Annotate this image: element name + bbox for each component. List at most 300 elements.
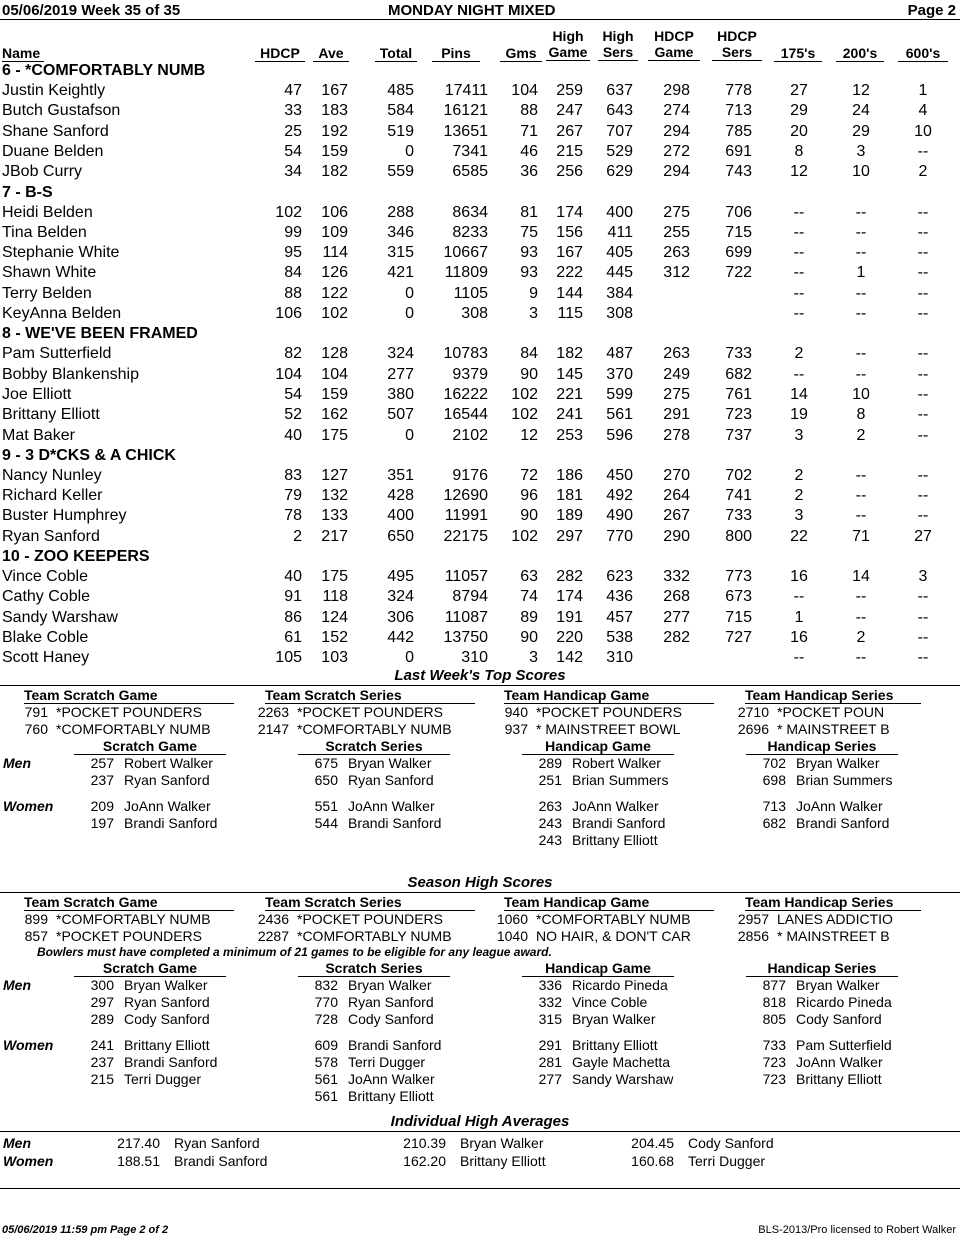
score-value: 237 <box>90 772 114 788</box>
team-score-heading: Team Scratch Game <box>24 687 234 704</box>
stat-cell: 741 <box>725 487 752 505</box>
stat-cell: 405 <box>606 244 633 262</box>
team-score-heading: Team Scratch Series <box>265 687 475 704</box>
stat-cell: -- <box>917 487 929 505</box>
bowler-name: Brandi Sanford <box>572 815 666 831</box>
stat-cell: 36 <box>520 163 538 181</box>
stat-cell: 599 <box>606 385 633 403</box>
stat-cell: 102 <box>321 305 348 322</box>
stat-cell: -- <box>917 264 929 282</box>
bowler-name: Bryan Walker <box>348 755 432 771</box>
stat-cell: 519 <box>387 122 414 140</box>
stat-cell: 145 <box>556 365 583 383</box>
stat-cell: 19 <box>790 406 808 424</box>
stat-cell: 629 <box>606 163 633 181</box>
stat-cell: 104 <box>511 82 538 99</box>
bowler-name: Brandi Sanford <box>348 815 442 831</box>
stat-cell: 86 <box>284 608 302 626</box>
stat-cell: 174 <box>556 588 583 606</box>
stat-cell: -- <box>917 466 929 484</box>
bowler-name: Ryan Sanford <box>124 772 210 788</box>
bowler-name: Sandy Warshaw <box>572 1071 674 1087</box>
stat-cell: 192 <box>321 122 348 140</box>
stat-cell: 507 <box>387 406 414 424</box>
table-row <box>0 427 960 447</box>
score-value: 698 <box>762 772 786 788</box>
stat-cell: -- <box>855 203 867 221</box>
report-title: MONDAY NIGHT MIXED <box>388 2 556 19</box>
individual-score-heading: Scratch Game <box>74 960 226 977</box>
table-row <box>0 366 960 386</box>
stat-cell: 103 <box>321 649 348 667</box>
stat-cell: 118 <box>322 588 348 606</box>
individual-score-heading: Handicap Series <box>746 738 898 755</box>
stat-cell: -- <box>793 223 805 241</box>
stat-cell: -- <box>855 608 867 626</box>
column-header: 600's <box>898 45 948 62</box>
stat-cell: -- <box>917 223 929 241</box>
stat-cell: 282 <box>663 628 690 646</box>
stat-cell: 106 <box>275 305 302 322</box>
individual-score-heading: Handicap Series <box>746 960 898 977</box>
stat-cell: 29 <box>852 122 870 140</box>
bowler-name: Vince Coble <box>2 568 88 585</box>
stat-cell: 264 <box>663 487 690 505</box>
team-score-name: *POCKET POUNDERS <box>56 704 202 720</box>
stat-cell: 122 <box>321 284 348 302</box>
score-value: 237 <box>90 1054 114 1070</box>
stat-cell: 22 <box>790 527 808 545</box>
stat-cell: 17411 <box>444 82 488 99</box>
bowler-name: Tina Belden <box>2 223 87 241</box>
stat-cell: 733 <box>725 507 752 525</box>
bowler-name: Ricardo Pineda <box>572 977 668 993</box>
stat-cell: -- <box>793 244 805 262</box>
stat-cell: 102 <box>511 527 538 545</box>
bowler-name: Brandi Sanford <box>174 1153 268 1169</box>
bowler-name: Vince Coble <box>572 994 648 1010</box>
stat-cell: 79 <box>284 487 302 505</box>
stat-cell: 114 <box>322 244 348 262</box>
average-value: 188.51 <box>117 1153 160 1169</box>
stat-cell: 241 <box>556 406 583 424</box>
bowler-name: Bryan Walker <box>460 1135 544 1151</box>
stat-cell: 274 <box>663 102 690 120</box>
score-value: 723 <box>762 1054 786 1070</box>
stat-cell: 16222 <box>443 385 488 403</box>
score-value: 770 <box>314 994 338 1010</box>
stat-cell: 9379 <box>452 365 488 383</box>
bowler-name: Ryan Sanford <box>124 994 210 1010</box>
team-score-name: LANES ADDICTIO <box>777 911 893 927</box>
table-row <box>0 487 960 507</box>
stat-cell: 102 <box>511 385 538 403</box>
bowler-name: Cody Sanford <box>688 1135 774 1151</box>
stat-cell: 485 <box>387 82 414 99</box>
stat-cell: 24 <box>852 102 870 120</box>
stat-cell: 737 <box>725 426 752 444</box>
stat-cell: 183 <box>321 102 348 120</box>
stat-cell: -- <box>855 649 867 667</box>
stat-cell: 13651 <box>443 122 488 140</box>
team-score-value: 899 <box>24 911 48 927</box>
stat-cell: 442 <box>387 628 414 646</box>
stat-cell: -- <box>793 365 805 383</box>
bowler-name: Sandy Warshaw <box>2 608 118 626</box>
bowler-name: Ryan Sanford <box>2 527 100 545</box>
team-score-value: 1040 <box>496 928 528 944</box>
score-value: 209 <box>90 798 114 814</box>
stat-cell: 538 <box>606 628 633 646</box>
stat-cell: 71 <box>520 122 538 140</box>
stat-cell: 294 <box>663 163 690 181</box>
team-score-value: 1060 <box>496 911 528 927</box>
team-score-name: NO HAIR, & DON'T CAR <box>536 928 691 944</box>
bowler-name: Bryan Walker <box>572 1011 656 1027</box>
stat-cell: 682 <box>725 365 752 383</box>
stat-cell: 93 <box>520 264 538 282</box>
stat-cell: 175 <box>321 426 348 444</box>
table-row <box>0 568 960 588</box>
team-score-name: * MAINSTREET BOWL <box>536 721 681 737</box>
score-value: 277 <box>538 1071 562 1087</box>
bowler-name: Brian Summers <box>572 772 669 788</box>
stat-cell: 324 <box>387 345 414 363</box>
bowler-name: Brittany Elliott <box>796 1071 882 1087</box>
table-row <box>0 163 960 183</box>
bowler-name: Robert Walker <box>124 755 213 771</box>
eligibility-note: Bowlers must have completed a minimum of 21 games to be eligible for any league award. <box>37 945 552 959</box>
bowler-name: Buster Humphrey <box>2 507 127 525</box>
team-title: 9 - 3 D*CKS & A CHICK <box>2 446 176 464</box>
team-score-value: 857 <box>24 928 48 944</box>
stat-cell: 189 <box>556 507 583 525</box>
stat-cell: 272 <box>663 142 690 160</box>
stat-cell: 306 <box>387 608 414 626</box>
team-title: 10 - ZOO KEEPERS <box>2 548 150 565</box>
team-score-name: *POCKET POUNDERS <box>297 704 443 720</box>
bowler-name: JoAnn Walker <box>796 798 883 814</box>
stat-cell: 54 <box>284 385 302 403</box>
table-row <box>0 467 960 487</box>
stat-cell: 11087 <box>444 608 488 626</box>
stat-cell: 487 <box>606 345 633 363</box>
score-value: 243 <box>538 832 562 848</box>
column-header: 175's <box>774 45 822 62</box>
stat-cell: 95 <box>284 244 302 262</box>
stat-cell: 159 <box>321 142 348 160</box>
score-value: 289 <box>90 1011 114 1027</box>
stat-cell: 217 <box>321 527 348 545</box>
stat-cell: 707 <box>606 122 633 140</box>
column-header: Pins <box>432 45 480 62</box>
bowler-name: Bobby Blankenship <box>2 365 139 383</box>
score-value: 723 <box>762 1071 786 1087</box>
bowler-name: Pam Sutterfield <box>796 1037 892 1053</box>
stat-cell: 186 <box>556 466 583 484</box>
table-row <box>0 386 960 406</box>
bowler-name: Shawn White <box>2 264 97 282</box>
score-value: 578 <box>314 1054 338 1070</box>
stat-cell: 277 <box>663 608 690 626</box>
stat-cell: 13750 <box>443 628 488 646</box>
bowler-name: Brittany Elliott <box>2 406 100 424</box>
stat-cell: 8 <box>794 142 804 160</box>
stat-cell: 14 <box>852 568 870 585</box>
score-value: 728 <box>314 1011 338 1027</box>
stat-cell: 2 <box>794 345 804 363</box>
stat-cell: 3 <box>918 568 928 585</box>
individual-score-heading: Scratch Series <box>298 738 450 755</box>
stat-cell: 650 <box>387 527 414 545</box>
score-value: 609 <box>314 1037 338 1053</box>
stat-cell: 290 <box>663 527 690 545</box>
team-score-value: 2263 <box>257 704 289 720</box>
stat-cell: 8233 <box>452 223 488 241</box>
stat-cell: 778 <box>725 82 752 99</box>
table-row <box>0 204 960 224</box>
table-row <box>0 345 960 365</box>
score-value: 544 <box>314 815 338 831</box>
stat-cell: -- <box>855 487 867 505</box>
stat-cell: -- <box>917 628 929 646</box>
score-value: 197 <box>90 815 114 831</box>
column-header: HDCP Game <box>648 28 700 61</box>
stat-cell: 332 <box>663 568 690 585</box>
table-row <box>0 123 960 143</box>
stat-cell: 159 <box>321 385 348 403</box>
stat-cell: 10 <box>914 122 932 140</box>
score-value: 336 <box>538 977 562 993</box>
stat-cell: 2 <box>794 466 804 484</box>
bowler-name: Ryan Sanford <box>348 994 434 1010</box>
stat-cell: 104 <box>321 365 348 383</box>
stat-cell: 3 <box>856 142 866 160</box>
score-value: 257 <box>90 755 114 771</box>
stat-cell: 2 <box>856 426 866 444</box>
score-value: 551 <box>314 798 338 814</box>
stat-cell: 16544 <box>443 406 488 424</box>
stat-cell: 0 <box>405 426 414 444</box>
individual-score-heading: Scratch Series <box>298 960 450 977</box>
men-label: Men <box>3 1135 31 1151</box>
stat-cell: 699 <box>725 244 752 262</box>
stat-cell: 0 <box>405 305 414 322</box>
score-value: 243 <box>538 815 562 831</box>
bowler-name: Brian Summers <box>796 772 893 788</box>
stat-cell: -- <box>917 608 929 626</box>
bowler-name: Duane Belden <box>2 142 104 160</box>
women-label: Women <box>3 1153 54 1169</box>
bowler-name: Cody Sanford <box>124 1011 210 1027</box>
stat-cell: 436 <box>606 588 633 606</box>
stat-cell: 90 <box>520 507 538 525</box>
stat-cell: 370 <box>606 365 633 383</box>
stat-cell: 33 <box>284 102 302 120</box>
bowler-name: Brittany Elliott <box>124 1037 210 1053</box>
section-rule <box>0 1131 960 1132</box>
stat-cell: 584 <box>387 102 414 120</box>
stat-cell: 99 <box>284 223 302 241</box>
stat-cell: 29 <box>790 102 808 120</box>
team-score-name: *POCKET POUNDERS <box>56 928 202 944</box>
stat-cell: 12690 <box>443 487 488 505</box>
stat-cell: 221 <box>556 385 583 403</box>
footer-rule <box>0 1188 960 1189</box>
men-label: Men <box>3 977 31 993</box>
stat-cell: 3 <box>529 305 538 322</box>
stat-cell: 11809 <box>444 264 488 282</box>
stat-cell: 1 <box>856 264 866 282</box>
stat-cell: 643 <box>606 102 633 120</box>
stat-cell: 310 <box>461 649 488 667</box>
stat-cell: 723 <box>725 406 752 424</box>
stat-cell: 428 <box>387 487 414 505</box>
stat-cell: -- <box>917 406 929 424</box>
bowler-name: Richard Keller <box>2 487 103 505</box>
stat-cell: 11991 <box>444 507 488 525</box>
stat-cell: 315 <box>387 244 414 262</box>
score-value: 733 <box>762 1037 786 1053</box>
individual-score-heading: Handicap Game <box>522 960 674 977</box>
stat-cell: 90 <box>520 365 538 383</box>
stat-cell: 270 <box>663 466 690 484</box>
stat-cell: 445 <box>606 264 633 282</box>
stat-cell: 1105 <box>453 284 488 302</box>
stat-cell: 25 <box>284 122 302 140</box>
stat-cell: 132 <box>321 487 348 505</box>
stat-cell: 249 <box>663 365 690 383</box>
stat-cell: -- <box>855 588 867 606</box>
stat-cell: 20 <box>790 122 808 140</box>
stat-cell: 596 <box>606 426 633 444</box>
stat-cell: 0 <box>405 142 414 160</box>
stat-cell: -- <box>917 142 929 160</box>
column-header: High Sers <box>598 28 638 61</box>
stat-cell: 84 <box>520 345 538 363</box>
table-row <box>0 224 960 244</box>
stat-cell: 2 <box>794 487 804 505</box>
bowler-name: JBob Curry <box>2 163 83 181</box>
stat-cell: 102 <box>511 406 538 424</box>
stat-cell: -- <box>793 203 805 221</box>
stat-cell: 294 <box>663 122 690 140</box>
table-row <box>0 244 960 264</box>
stat-cell: 400 <box>606 203 633 221</box>
stat-cell: -- <box>793 264 805 282</box>
stat-cell: 256 <box>556 163 583 181</box>
stat-cell: 61 <box>284 628 302 646</box>
stat-cell: 167 <box>321 82 348 99</box>
stat-cell: -- <box>917 365 929 383</box>
bowler-name: Bryan Walker <box>348 977 432 993</box>
stat-cell: 278 <box>663 426 690 444</box>
team-score-value: 937 <box>504 721 528 737</box>
header-rule <box>0 19 960 20</box>
section-title: Individual High Averages <box>390 1113 570 1130</box>
stat-cell: -- <box>917 507 929 525</box>
stat-cell: -- <box>917 345 929 363</box>
stat-cell: 457 <box>606 608 633 626</box>
stat-cell: -- <box>917 385 929 403</box>
stat-cell: 109 <box>321 223 348 241</box>
stat-cell: 253 <box>556 426 583 444</box>
report-date-week: 05/06/2019 Week 35 of 35 <box>2 2 181 19</box>
stat-cell: 82 <box>284 345 302 363</box>
table-row <box>0 629 960 649</box>
average-value: 204.45 <box>631 1135 674 1151</box>
stat-cell: 312 <box>663 264 690 282</box>
stat-cell: 3 <box>794 426 804 444</box>
stat-cell: 691 <box>725 142 752 160</box>
team-score-name: *COMFORTABLY NUMB <box>297 928 452 944</box>
column-header: Gms <box>500 45 542 62</box>
stat-cell: 9 <box>529 284 538 302</box>
bowler-name: Bryan Walker <box>796 977 880 993</box>
team-score-name: *COMFORTABLY NUMB <box>56 721 211 737</box>
bowler-name: Heidi Belden <box>2 203 93 221</box>
score-value: 241 <box>90 1037 114 1053</box>
stat-cell: 0 <box>405 284 414 302</box>
stat-cell: 380 <box>387 385 414 403</box>
stat-cell: 34 <box>284 163 302 181</box>
stat-cell: -- <box>855 365 867 383</box>
score-value: 682 <box>762 815 786 831</box>
stat-cell: -- <box>855 507 867 525</box>
stat-cell: 421 <box>387 264 414 282</box>
stat-cell: 722 <box>725 264 752 282</box>
team-score-heading: Team Handicap Series <box>745 894 921 911</box>
bowler-name: Brittany Elliott <box>572 1037 658 1053</box>
stat-cell: -- <box>855 223 867 241</box>
stat-cell: 6585 <box>452 163 488 181</box>
stat-cell: 167 <box>556 244 583 262</box>
stat-cell: 88 <box>284 284 302 302</box>
stat-cell: -- <box>793 588 805 606</box>
stat-cell: 128 <box>321 345 348 363</box>
stat-cell: 492 <box>606 487 633 505</box>
average-value: 210.39 <box>403 1135 446 1151</box>
team-score-value: 2957 <box>737 911 769 927</box>
page-number: Page 2 <box>907 2 956 19</box>
score-value: 289 <box>538 755 562 771</box>
bowler-name: Pam Sutterfield <box>2 345 112 363</box>
stat-cell: 215 <box>556 142 583 160</box>
score-value: 291 <box>538 1037 562 1053</box>
stat-cell: 2 <box>918 163 928 181</box>
stat-cell: 2 <box>856 628 866 646</box>
stat-cell: 263 <box>663 244 690 262</box>
team-score-heading: Team Handicap Game <box>504 687 714 704</box>
bowler-name: Shane Sanford <box>2 122 109 140</box>
column-header: Ave <box>313 45 349 62</box>
stat-cell: 11057 <box>444 568 488 585</box>
bowler-name: JoAnn Walker <box>124 798 211 814</box>
stat-cell: -- <box>793 284 805 302</box>
stat-cell: -- <box>917 305 929 322</box>
stat-cell: 267 <box>556 122 583 140</box>
stat-cell: 7341 <box>452 142 488 160</box>
stat-cell: 47 <box>284 82 302 99</box>
stat-cell: 268 <box>663 588 690 606</box>
stat-cell: 0 <box>405 649 414 667</box>
stat-cell: 400 <box>387 507 414 525</box>
stat-cell: 346 <box>387 223 414 241</box>
stat-cell: 182 <box>321 163 348 181</box>
stat-cell: 715 <box>725 223 752 241</box>
stat-cell: 770 <box>606 527 633 545</box>
team-score-name: * MAINSTREET B <box>777 928 890 944</box>
